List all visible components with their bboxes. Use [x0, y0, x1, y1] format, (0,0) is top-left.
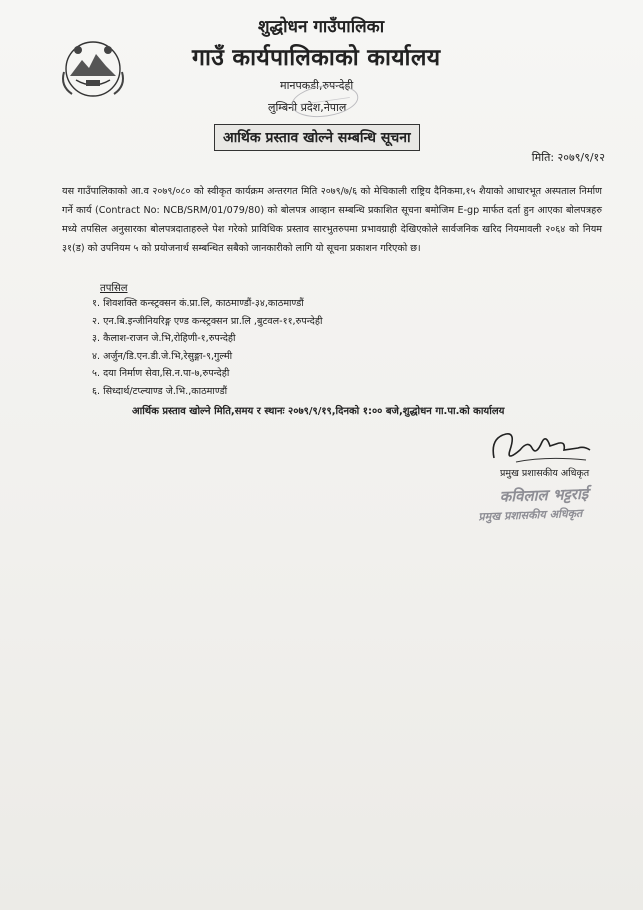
list-item: ३. कैलाश-राजन जे.भि,रोहिणी-१,रुपन्देही	[92, 333, 236, 345]
signature	[486, 420, 596, 470]
notice-date: मिति: २०७९/९/१२	[531, 151, 605, 164]
government-emblem-icon	[58, 36, 128, 102]
list-item: ४. अर्जुन/डि.एन.डी.जे.भि,रेसुङ्गा-९,गुल्मी	[92, 350, 233, 362]
address-line-2: लुम्बिनी प्रदेश,नेपाल	[268, 101, 347, 114]
list-item: २. एन.बि.इन्जीनियरिङ्ग एण्ड कन्स्ट्रक्सन प्रा.लि ,बुटवल-११,रुपन्देही	[92, 315, 323, 327]
officer-title: प्रमुख प्रशासकीय अधिकृत	[500, 468, 590, 479]
stamp-name: कविलाल भट्टराई	[499, 484, 589, 506]
office-title: गाउँ कार्यपालिकाको कार्यालय	[192, 45, 441, 71]
notice-subject: आर्थिक प्रस्ताव खोल्ने सम्बन्धि सूचना	[214, 124, 420, 151]
opening-details: आर्थिक प्रस्ताव खोल्ने मिति,समय र स्थानः २०७९/९/१९,दिनको १:०० बजे,शुद्धोधन गा.पा.को कार्यालय	[132, 406, 505, 417]
officer-stamp	[477, 483, 618, 525]
list-heading: तपसिल	[100, 283, 128, 294]
stamp-title: प्रमुख प्रशासकीय अधिकृत	[478, 506, 583, 524]
address-line-1: मानपकडी,रुपन्देही	[280, 79, 354, 92]
list-item: ६. सिध्दार्थ/टप्ल्याण्ड जे.भि.,काठमाण्डौं	[92, 385, 228, 397]
list-item: १. शिवशक्ति कन्स्ट्रक्सन कं.प्रा.लि, काठमाण्डौं-३४,काठमाण्डौं	[92, 298, 304, 309]
list-item: ५. दया निर्माण सेवा,सि.न.पा-७,रुपन्देही	[92, 368, 230, 380]
notice-body: यस गाउँपालिकाको आ.व २०७९/०८० को स्वीकृत कार्यक्रम अन्तरगत मिति २०७९/७/६ को मेचिकाली राष्ट्रिय दैनिकमा,१५ शैयाको आधारभूत अस्पताल निर्माण गर्ने कार्य (Contract No: NCB/SRM/01/079/80) को बोलपत्र आव्हान सम्बन्धि प्रकाशित सूचना बमोजिम E-gp मार्फत दर्ता हुन आएका बोलपत्रहरु मध्ये तपसिल अनुसारका बोलपत्रदाताहरुले पेश गरेको प्राविधिक प्रस्ताव सारभुतरुपमा प्रभावग्राही देखिएकोले सार्वजनिक खरिद नियमावली २०६४ को नियम ३१(ड) को उपनियम ५ को प्रयोजनार्थ सम्बन्धित सबैको जानकारीको लागि यो सूचना प्रकाशन गरिएको छ।	[62, 186, 602, 254]
bidder-list	[92, 295, 322, 401]
office-name: शुद्धोधन गाउँपालिका	[258, 17, 385, 37]
